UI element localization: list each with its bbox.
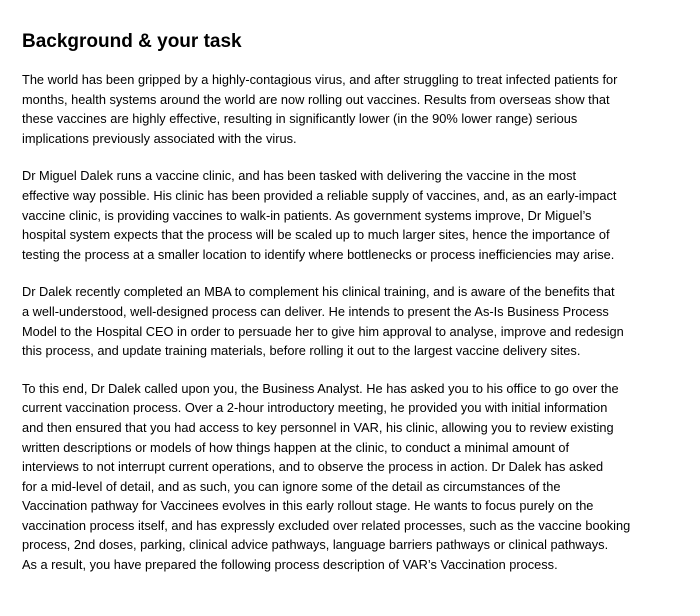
text-line: To this end, Dr Dalek called upon you, the Business Analyst. He has asked you to his office to go over the [22, 380, 619, 396]
paragraph-virus-context [22, 70, 700, 148]
section-heading: Background & your task [22, 31, 242, 52]
text-line: and then ensured that you had access to key personnel in VAR, his clinic, allowing you to review existing [22, 419, 614, 435]
text-line: for a mid-level of detail, and as such, you can ignore some of the detail as circumstances of the [22, 478, 561, 494]
text-line: Vaccination pathway for Vaccinees evolves in this early rollout stage. He wants to focus purely on the [22, 498, 594, 514]
text-line: written descriptions or models of how things happen at the clinic, to conduct a minimal amount of [22, 439, 569, 455]
text-line: testing the process at a smaller location to identify where bottlenecks or process inefficiencies may arise. [22, 246, 615, 262]
text-line: process, 2nd doses, parking, clinical advice pathways, language barriers pathways or clinical pathways. [22, 537, 609, 553]
text-line: current vaccination process. Over a 2-hour introductory meeting, he provided you with initial information [22, 400, 608, 416]
paragraph-clinic [22, 166, 700, 264]
text-line: Dr Miguel Dalek runs a vaccine clinic, and has been tasked with delivering the vaccine in the most [22, 168, 577, 184]
text-line: vaccination process itself, and has expressly excluded over related processes, such as the vaccine booking [22, 517, 631, 533]
text-line: interviews to not interrupt current operations, and to observe the process in action. Dr Dalek has asked [22, 459, 604, 475]
text-line: hospital system expects that the process will be scaled up to much larger sites, hence the importance of [22, 227, 610, 243]
text-line: these vaccines are highly effective, resulting in significantly lower (in the 90% lower range) serious [22, 111, 578, 127]
text-line: effective way possible. His clinic has been provided a reliable supply of vaccines, and, as an early-impact [22, 187, 617, 203]
text-line: implications previously associated with the virus. [22, 130, 297, 146]
text-line: Dr Dalek recently completed an MBA to complement his clinical training, and is aware of the benefits that [22, 284, 615, 300]
text-line: this process, and update training materials, before rolling it out to the largest vaccine delivery sites. [22, 343, 581, 359]
paragraph-task [22, 379, 700, 575]
text-line: vaccine clinic, is providing vaccines to walk-in patients. As government systems improve, Dr Miguel’s [22, 207, 592, 223]
text-line: As a result, you have prepared the following process description of VAR’s Vaccination process. [22, 557, 558, 573]
text-line: The world has been gripped by a highly-contagious virus, and after struggling to treat infected patients for [22, 72, 618, 87]
text-line: a well-understood, well-designed process can deliver. He intends to present the As-Is Business Process [22, 303, 609, 319]
paragraph-mba [22, 282, 700, 360]
text-line: Model to the Hospital CEO in order to persuade her to give him approval to analyse, improve and redesign [22, 323, 624, 339]
text-line: months, health systems around the world are now rolling out vaccines. Results from overseas show that [22, 91, 610, 107]
